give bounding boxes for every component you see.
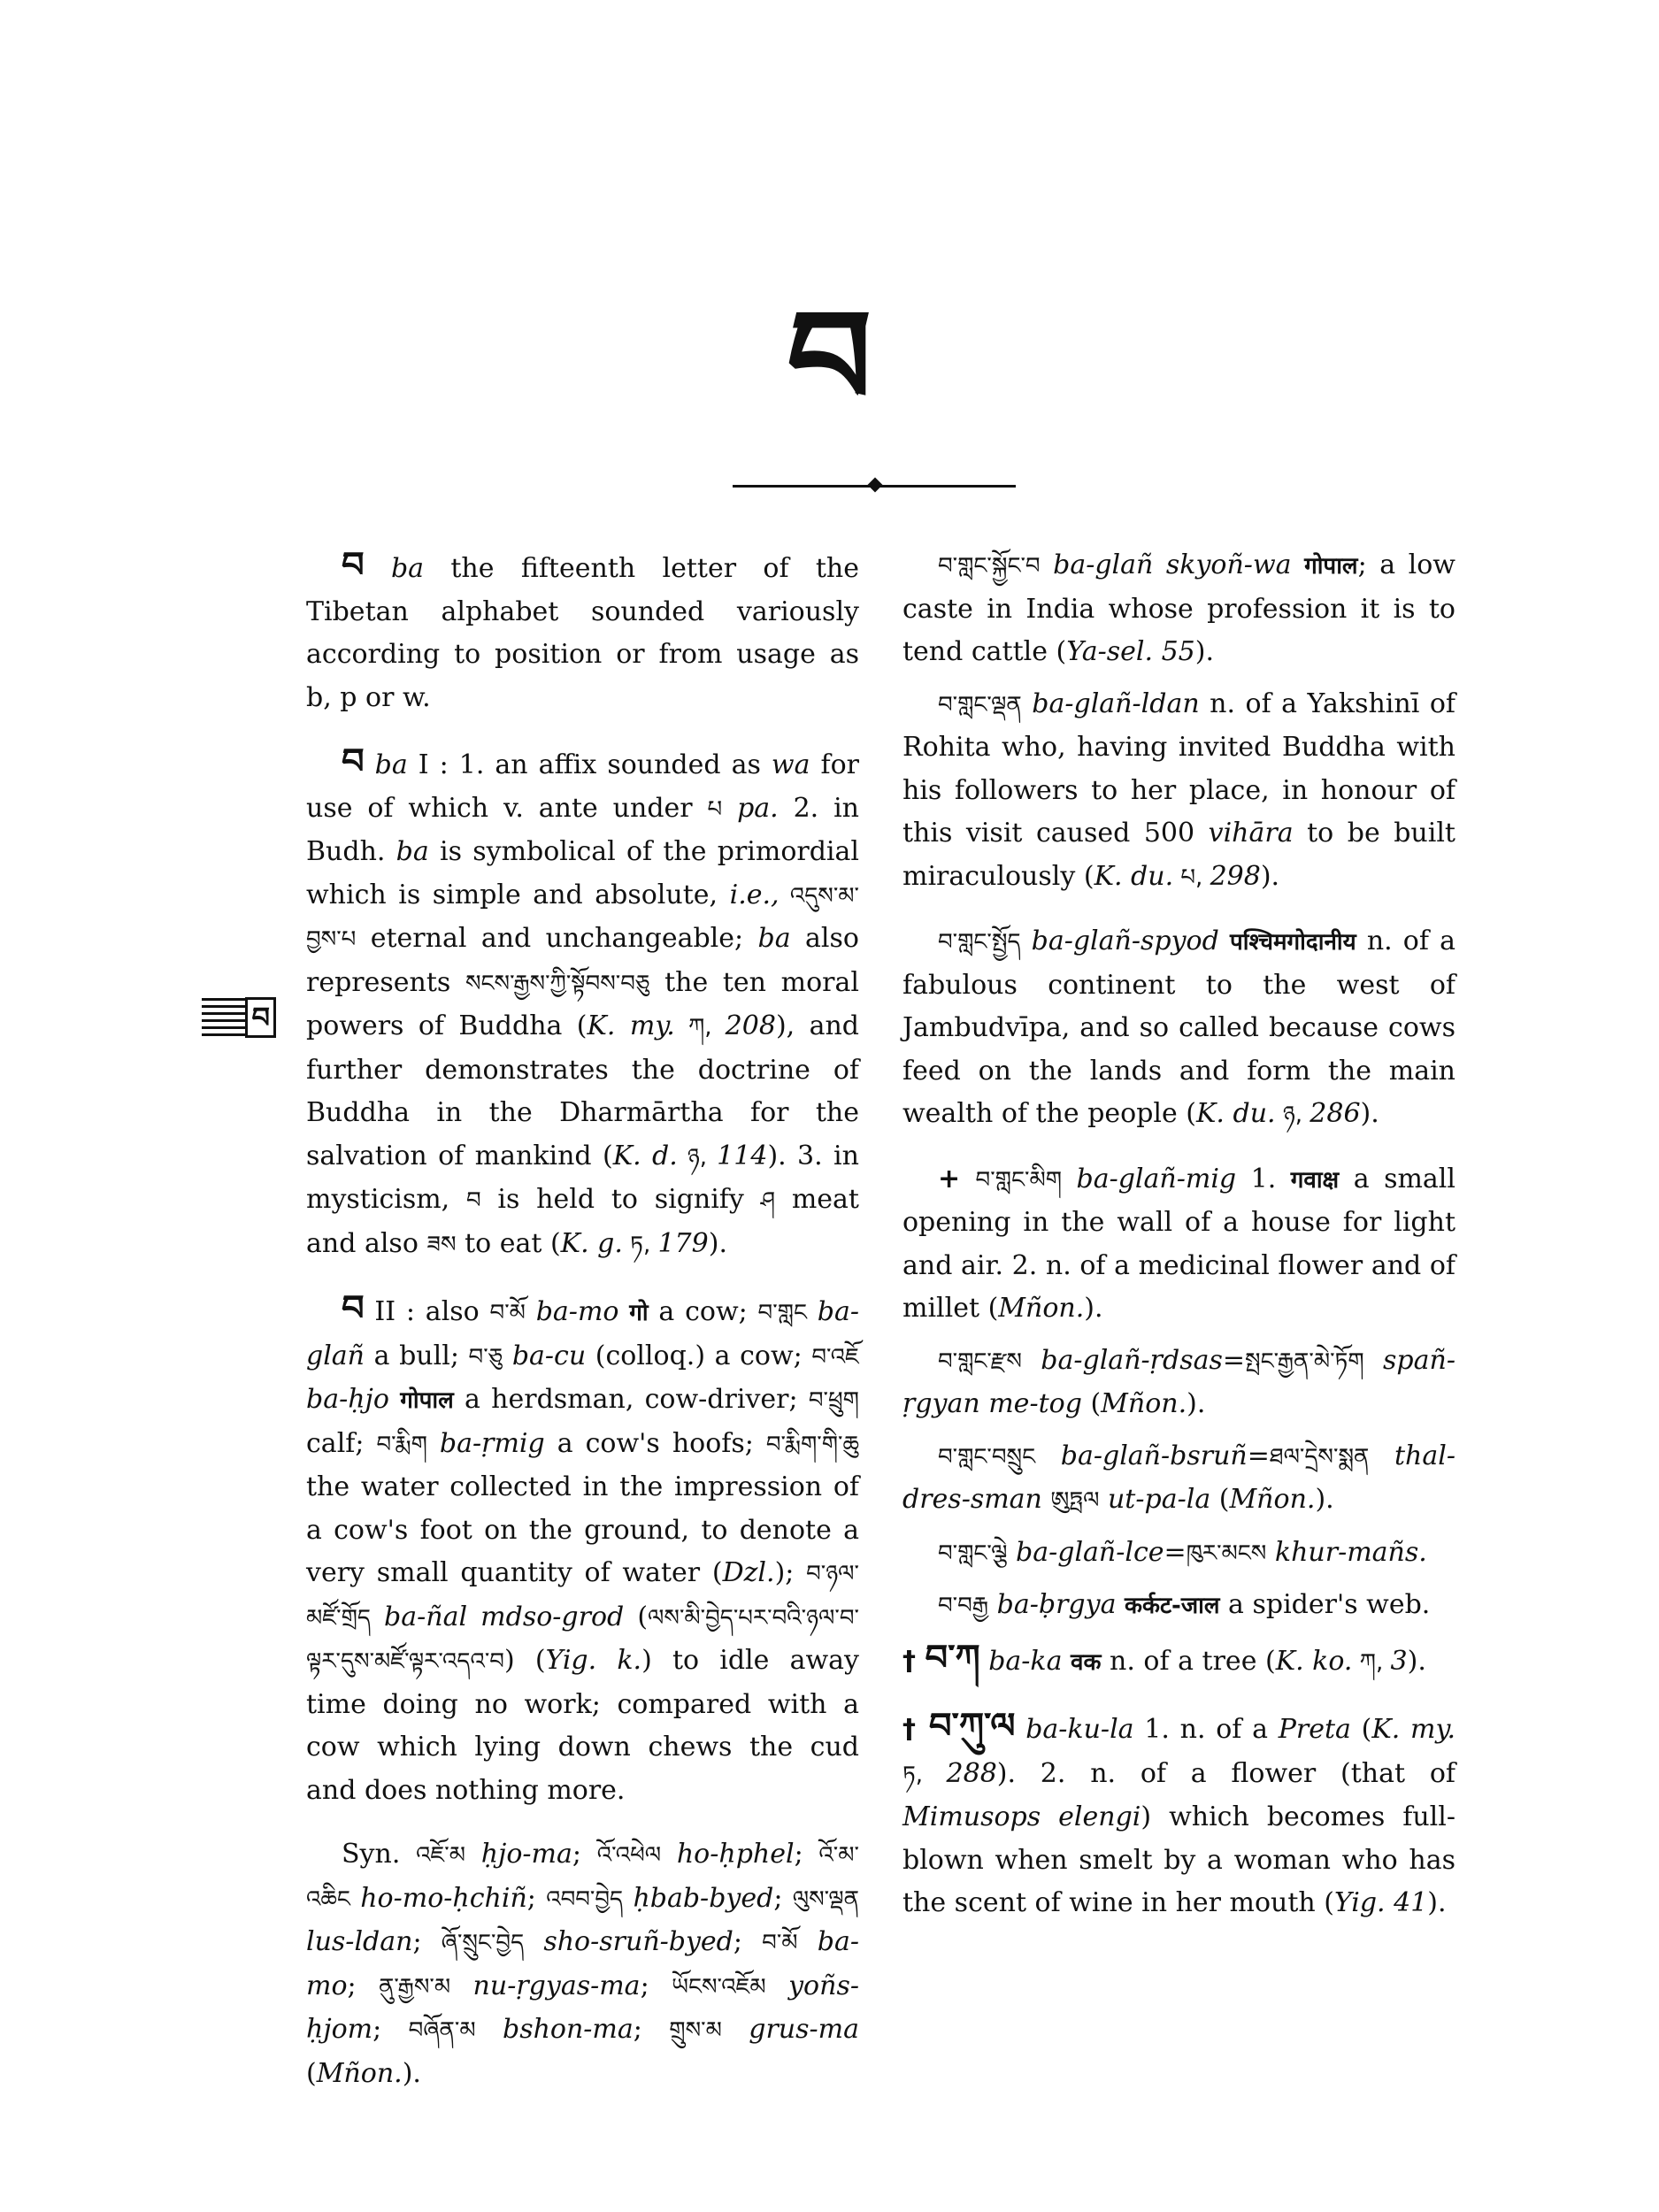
text: ( (1081, 1388, 1102, 1419)
transliteration: ba-ñal mdso-grod (384, 1601, 625, 1632)
term: Mimusops elengi (902, 1801, 1141, 1832)
reference: Dzl. (722, 1557, 775, 1588)
text: ). (1260, 860, 1280, 892)
tibetan-text: བ་མོ (762, 1930, 798, 1956)
tibetan-text: བ་ཉལ་མཛོ་གྲོད (306, 1561, 859, 1632)
tibetan-headword: བ་གླང་རྫས (938, 1348, 1022, 1375)
text: n. of a Yakshinī of Rohita who, having invited Buddha with his followers to her place, in honour of this visit caused 500 (902, 687, 1455, 849)
text: ) ( (503, 1645, 546, 1676)
reference-number: 3 (1390, 1645, 1408, 1677)
margin-thumb-letter: བ (245, 997, 276, 1038)
text (1116, 1589, 1125, 1620)
tibetan-headword: བ་གླང་སྤྱོད (938, 929, 1021, 956)
tibetan-text: པ (707, 795, 723, 823)
text (1042, 1484, 1051, 1515)
tibetan-headword: བ་གླང་ལྕེ (938, 1540, 1008, 1567)
transliteration: ḥjo-ma (480, 1839, 572, 1870)
reference: K. d. (612, 1140, 678, 1171)
text (526, 1296, 536, 1327)
text: the water collected in the impression of a cow's foot on the ground, to denote a very small quantity of water ( (306, 1471, 859, 1588)
text (476, 2014, 503, 2045)
text: ( (1210, 1484, 1230, 1515)
text: a cow; (648, 1296, 758, 1327)
right-column (902, 544, 1455, 1947)
reference: Mñon. (998, 1293, 1085, 1324)
text (371, 1601, 384, 1632)
text: ; (633, 2014, 670, 2045)
tibetan-text: ལུས་ལྡན (792, 1886, 859, 1913)
equals-sign: = (1247, 1440, 1270, 1471)
transliteration: ba-glañ-bsruñ (1060, 1440, 1248, 1471)
tibetan-headword: བ་ཀུ་ལ (928, 1706, 1016, 1747)
entry-ba-ka (902, 1637, 1455, 1685)
entry-ba-glan-mig (902, 1158, 1455, 1331)
tibetan-text: བ་གླང (757, 1300, 807, 1326)
text: is symbolical of the primordial which is simple and absolute, (306, 836, 860, 910)
text (1035, 1440, 1061, 1471)
text: ; (773, 1882, 793, 1914)
transliteration: ba-glañ-ldan (1032, 687, 1200, 719)
text (798, 1926, 818, 1957)
term: pa. (737, 792, 779, 824)
tibetan-text: བ (465, 1187, 481, 1214)
reference: K. my. (587, 1010, 675, 1041)
text: a spider's web. (1219, 1589, 1431, 1620)
transliteration: nu-ṛgyas-ma (472, 1970, 641, 2001)
text: the ten moral powers of Buddha ( (306, 966, 859, 1041)
transliteration: ba-ḅrgya (996, 1589, 1117, 1620)
text: a small opening in the wall of a house for light and air. 2. n. of a medicinal flower and of millet ( (902, 1163, 1455, 1324)
equals-sign: = (1164, 1536, 1187, 1568)
text (465, 1839, 481, 1870)
transliteration: ba-glañ-mig (1076, 1163, 1237, 1194)
text: ). (1084, 1293, 1103, 1324)
text: 1. n. of a (1133, 1714, 1279, 1745)
tibetan-text: བ་མོ (489, 1300, 526, 1326)
text (1266, 1537, 1275, 1568)
text: ), and further demonstrates the doctrine of Buddha in the Dharmārtha for the salvation of mankind ( (306, 1010, 859, 1171)
tibetan-text: བ་རྨིག (376, 1431, 427, 1458)
text: for use of which v. ante under (306, 749, 859, 824)
term: i.e., (729, 879, 780, 910)
tibetan-headword: བ་གླང་ལྡན (938, 691, 1022, 718)
text (1364, 1345, 1383, 1376)
text (1007, 1537, 1016, 1568)
left-column (306, 544, 859, 2116)
tibetan-text: ཉ, (677, 1143, 718, 1171)
tibetan-headword: བ་ཀ (925, 1637, 980, 1678)
text: ; (640, 1970, 672, 2001)
plus-mark: + (938, 1163, 976, 1194)
sanskrit-text: गोपाल (400, 1387, 454, 1414)
text (722, 2014, 749, 2045)
text: ; (733, 1926, 763, 1957)
text: a bull; (365, 1340, 469, 1371)
text: ; (572, 1839, 597, 1870)
text (389, 1384, 400, 1415)
reference: Yig. 41 (1333, 1887, 1428, 1918)
transliteration: spañ-ṛgyan me-tog (902, 1344, 1455, 1419)
text (1022, 1345, 1041, 1376)
text: I : 1. an affix sounded as (407, 749, 772, 780)
tibetan-text: སངས་རྒྱས་ཀྱི་སྟོབས་བཅུ (465, 970, 650, 997)
headword-tibetan: བ (342, 1288, 365, 1329)
tibetan-text: ཨུཏྤལ (1050, 1487, 1100, 1514)
text: ). (1407, 1645, 1426, 1677)
reference-number: 208 (725, 1010, 776, 1041)
headword: ba (374, 749, 408, 780)
entry-synonyms (306, 1833, 859, 2095)
text (427, 1428, 440, 1459)
text: a cow's hoofs; (544, 1427, 766, 1459)
transliteration: sho-sruñ-byed (543, 1926, 733, 1957)
transliteration: ba-ḥjo (306, 1384, 389, 1415)
text: ). 3. in mysticism, (306, 1140, 859, 1215)
tibetan-text: ཞོ་སྲུང་བྱེད (441, 1930, 525, 1956)
tibetan-text: ཁུར་མངས (1186, 1540, 1267, 1567)
text: n. of a fabulous continent to the west of Jambudvīpa, and so called because cows feed on the lands and form the main wealth of the people ( (902, 926, 1455, 1129)
transliteration: ho-ḥphel (676, 1839, 795, 1870)
entry-ba-ii (306, 1287, 859, 1812)
text: is held to signify (480, 1184, 761, 1215)
text (661, 1839, 677, 1870)
text (1219, 926, 1230, 956)
text: meat and also (306, 1184, 859, 1259)
transliteration: ut-pa-la (1107, 1484, 1211, 1515)
syn-label: Syn. (342, 1839, 417, 1870)
transliteration: ba-mo (535, 1296, 619, 1327)
text: calf; (306, 1427, 377, 1459)
text: a herdsman, cow-driver; (453, 1384, 809, 1415)
dagger-mark: † (902, 1714, 929, 1745)
transliteration: ba-glañ-spyod (1031, 926, 1219, 956)
sanskrit-text: गवाक्ष (1290, 1166, 1340, 1194)
sanskrit-text: गोपाल (1304, 553, 1358, 580)
reference: K. du. (1094, 860, 1174, 892)
entry-ba-i (306, 741, 859, 1266)
text (618, 1296, 629, 1327)
text: ( (624, 1601, 649, 1632)
definition: the fifteenth letter of the Tibetan alphabet sounded variously according to position or from usage as b, p or w. (306, 553, 859, 713)
entry-ba-glan-skyon-wa (902, 544, 1455, 674)
text: n. of a tree ( (1101, 1645, 1276, 1677)
heading-ornament (868, 478, 883, 493)
text (807, 1296, 818, 1327)
text: also represents (306, 923, 859, 998)
headword: ba (390, 553, 425, 584)
tibetan-text: ཡོངས་འཇོམ (672, 1973, 766, 2001)
reference-number: 288 (946, 1757, 997, 1789)
transliteration: ba-glañ skyoñ-wa (1053, 549, 1292, 580)
text: ). (1427, 1887, 1447, 1918)
text (1062, 1164, 1077, 1194)
reference-number: 179 (657, 1227, 709, 1259)
text: ; (373, 2014, 409, 2045)
term: Preta (1278, 1714, 1351, 1745)
transliteration: ba-glañ-ṛdsas (1041, 1344, 1223, 1376)
text: ( (306, 2057, 317, 2089)
headword-tibetan: བ (342, 741, 365, 782)
text: eternal and unchangeable; (356, 923, 758, 954)
tibetan-text: ཉ, (1275, 1102, 1310, 1128)
text (1369, 1440, 1394, 1471)
text (623, 1883, 633, 1914)
transliteration: ho-mo-ḥchiñ (360, 1882, 527, 1914)
text: ). (708, 1227, 727, 1259)
margin-thumb-index (202, 998, 276, 1037)
transliteration: thal-dres-sman (902, 1440, 1455, 1515)
text: ). (1360, 1098, 1379, 1129)
tibetan-text: བ་རྨིག་གི་ཆུ (765, 1431, 859, 1458)
text (988, 1589, 997, 1620)
reference: Mñon. (316, 2057, 403, 2089)
tibetan-headword: བ་གླང་བསྲུང (938, 1443, 1036, 1471)
text (524, 1926, 543, 1957)
text (503, 1340, 512, 1371)
reference-number: 298 (1210, 860, 1261, 892)
reference: Mñon. (1229, 1484, 1316, 1515)
headword-tibetan: བ (342, 545, 365, 586)
tibetan-text: ཐལ་དྲེས་སྨན (1269, 1443, 1370, 1471)
tibetan-text: ཏ, (902, 1761, 947, 1788)
tibetan-headword: བ་བརྒྱ (938, 1593, 989, 1619)
tibetan-text: འོ་འཕེལ (596, 1842, 662, 1869)
tibetan-text: འོ་མ་འཆིང (306, 1842, 859, 1913)
text: ; (526, 1882, 547, 1914)
text: to eat ( (456, 1227, 561, 1259)
entry-ba-glan-lce (902, 1532, 1455, 1576)
page-heading-letter: བ (787, 280, 872, 436)
text (1063, 1646, 1071, 1677)
text: (colloq.) a cow; (586, 1340, 812, 1371)
entry-ba-glan-bsrun (902, 1435, 1455, 1523)
text (350, 1883, 360, 1914)
tibetan-text: འདུས་མ་བྱས་པ (306, 882, 859, 953)
text: ). (1315, 1484, 1334, 1515)
transliteration: bshon-ma (502, 2014, 634, 2045)
reference: K. ko. (1275, 1645, 1353, 1677)
tibetan-text: བ་འཇོ (811, 1343, 859, 1371)
entry-ba-brgya (902, 1584, 1455, 1628)
text: ); (774, 1557, 807, 1588)
text: ; (347, 1970, 380, 2001)
reference: Mñon. (1101, 1388, 1187, 1419)
text (722, 793, 737, 824)
text: ). (1187, 1388, 1206, 1419)
tibetan-text: ལས་མི་བྱེད་པར་བའི་ཉལ་བ་ལྟར་དུས་མཛོ་ལྟར་འདའ་བ (306, 1604, 859, 1675)
transliteration: ba-ṛmig (439, 1427, 545, 1459)
text (1021, 926, 1032, 956)
transliteration: ba-ku-la (1025, 1714, 1134, 1745)
transliteration: lus-ldan (306, 1926, 413, 1957)
term: ba (757, 923, 791, 954)
tibetan-text: གྲུས་མ (669, 2017, 722, 2044)
tibetan-text: པ, (1173, 864, 1210, 891)
transliteration: khur-mañs. (1274, 1536, 1427, 1568)
transliteration: ba-ka (988, 1645, 1063, 1677)
text: II : also (364, 1296, 490, 1327)
text (980, 1646, 989, 1677)
equals-sign: = (1222, 1344, 1246, 1376)
term: ba (396, 836, 429, 867)
text: ; (794, 1839, 819, 1870)
reference: K. g. (560, 1227, 623, 1259)
text: ). (402, 2057, 421, 2089)
entry-ba-glan-ldan (902, 683, 1455, 900)
text (1041, 549, 1054, 580)
transliteration: ḥbab-byed (633, 1882, 774, 1914)
tibetan-text: འབབ་བྱེད (546, 1886, 624, 1913)
tibetan-text: ནུ་རྒྱས་མ (379, 1973, 451, 2001)
text: 2. in Budh. (306, 792, 859, 867)
text: ) to idle away time doing no work; compared with a cow which lying down chews the cud and does nothing more. (306, 1645, 859, 1806)
term: wa (771, 749, 810, 780)
sanskrit-text: पश्चिमगोदानीय (1229, 929, 1356, 956)
transliteration: yoñs-ḥjom (306, 1970, 859, 2045)
tibetan-text: ཟས (426, 1231, 457, 1258)
text: ). (1194, 636, 1215, 667)
reference-number: 114 (717, 1140, 768, 1171)
transliteration: ba-mo (306, 1926, 859, 2001)
transliteration: grus-ma (749, 2014, 859, 2045)
tibetan-text: ཏ, (622, 1231, 658, 1258)
text (1015, 1714, 1025, 1745)
reference-number: 286 (1310, 1098, 1361, 1129)
tibetan-text: བཞོན་མ (408, 2017, 476, 2044)
reference: K. my. (1371, 1714, 1455, 1745)
tibetan-text: བ་ཅུ (468, 1343, 503, 1371)
text: ( (1350, 1714, 1372, 1745)
entry-ba-glan-rdsas (902, 1340, 1455, 1426)
tibetan-headword: བ་གླང་མིག (975, 1166, 1062, 1194)
sanskrit-text: गो (629, 1300, 649, 1326)
term: vihāra (1208, 818, 1294, 849)
dagger-mark: † (902, 1645, 926, 1677)
text: ). 2. n. of a flower (that of (996, 1757, 1455, 1789)
sanskrit-text: कर्कट-जाल (1125, 1593, 1220, 1619)
tibetan-text: བ་ཕྲུག (808, 1387, 859, 1414)
transliteration: ba-glañ-lce (1016, 1536, 1164, 1568)
entry-ba (306, 544, 859, 719)
text: ; (412, 1926, 442, 1957)
transliteration: ba-glañ (306, 1296, 859, 1371)
tibetan-text: ཀ, (1352, 1648, 1391, 1676)
text (1292, 549, 1305, 580)
text: 1. (1236, 1163, 1291, 1194)
tibetan-text: ཀ, (674, 1014, 726, 1041)
text: ; a low caste in India whose profession it is to tend cattle ( (902, 549, 1455, 667)
text: to be built miraculously ( (902, 818, 1455, 892)
reference: Ya-sel. 55 (1066, 636, 1195, 667)
text (1099, 1484, 1108, 1515)
reference: K. du. (1196, 1098, 1276, 1129)
entry-ba-ku-la (902, 1705, 1455, 1925)
tibetan-text: སྤང་རྒྱན་མེ་ཏོག (1245, 1348, 1364, 1375)
sanskrit-text: वक (1071, 1648, 1102, 1676)
tibetan-text: འཇོ་མ (416, 1842, 466, 1869)
tibetan-headword: བ་གླང་སྐྱོང་བ (938, 553, 1041, 580)
transliteration: ba-cu (511, 1340, 587, 1371)
text (1022, 688, 1033, 719)
reference: Yig. k. (545, 1645, 642, 1676)
tibetan-text: ཤ (760, 1187, 776, 1214)
text: ) which becomes full-blown when smelt by a woman who has the scent of wine in her mouth ( (902, 1801, 1455, 1918)
text (450, 1970, 472, 2001)
entry-ba-glan-spyod (902, 920, 1455, 1137)
text (766, 1970, 788, 2001)
